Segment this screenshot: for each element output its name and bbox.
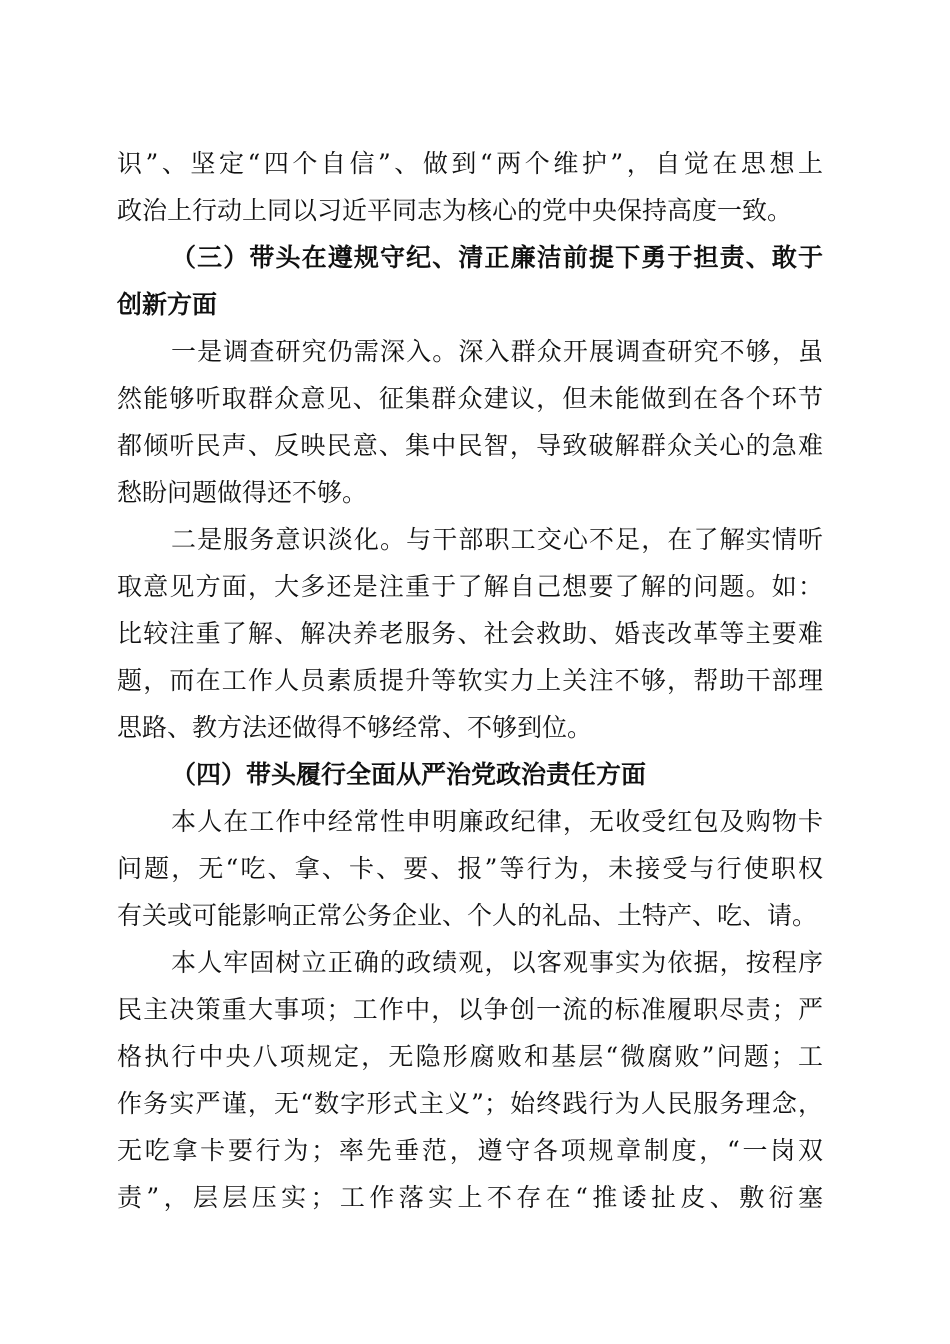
paragraph-line: 有关或可能影响正常公务企业、个人的礼品、土特产、吃、请。 [117,901,818,930]
paragraph-line: 一是调查研究仍需深入。深入群众开展调查研究不够，虽 [171,337,823,366]
paragraph-line: 都倾听民声、反映民意、集中民智，导致破解群众关心的急难 [117,431,823,460]
paragraph-line: 本人在工作中经常性申明廉政纪律，无收受红包及购物卡 [171,807,823,836]
paragraph-line: 题，而在工作人员素质提升等软实力上关注不够，帮助干部理 [117,666,823,695]
section-heading-line: 创新方面 [117,290,218,319]
section-heading-line: （四）带头履行全面从严治党政治责任方面 [171,760,647,789]
section-heading-line: （三）带头在遵规守纪、清正廉洁前提下勇于担责、敢于 [171,243,823,272]
paragraph-line: 识”、坚定“四个自信”、做到“两个维护”，自觉在思想上 [117,149,823,178]
paragraph-line: 责”，层层压实；工作落实上不存在“推诿扯皮、敷衍塞 [117,1183,823,1212]
paragraph-line: 思路、教方法还做得不够经常、不够到位。 [117,713,593,742]
document-body [117,140,823,1221]
paragraph-line: 作务实严谨，无“数字形式主义”；始终践行为人民服务理念， [117,1089,823,1118]
paragraph-line: 无吃拿卡要行为；率先垂范，遵守各项规章制度，“一岗双 [117,1136,823,1165]
paragraph-line: 愁盼问题做得还不够。 [117,478,368,507]
paragraph-line: 然能够听取群众意见、征集群众建议，但未能做到在各个环节 [117,384,823,413]
paragraph-line: 本人牢固树立正确的政绩观，以客观事实为依据，按程序 [171,948,823,977]
paragraph-line: 问题，无“吃、拿、卡、要、报”等行为，未接受与行使职权 [117,854,823,883]
paragraph-line: 民主决策重大事项；工作中，以争创一流的标准履职尽责；严 [117,995,823,1024]
paragraph-line: 二是服务意识淡化。与干部职工交心不足，在了解实情听 [171,525,823,554]
paragraph-line: 取意见方面，大多还是注重于了解自己想要了解的问题。如： [117,572,823,601]
paragraph-line: 格执行中央八项规定，无隐形腐败和基层“微腐败”问题；工 [117,1042,823,1071]
paragraph-line: 政治上行动上同以习近平同志为核心的党中央保持高度一致。 [117,196,793,225]
paragraph-line: 比较注重了解、解决养老服务、社会救助、婚丧改革等主要难 [117,619,823,648]
